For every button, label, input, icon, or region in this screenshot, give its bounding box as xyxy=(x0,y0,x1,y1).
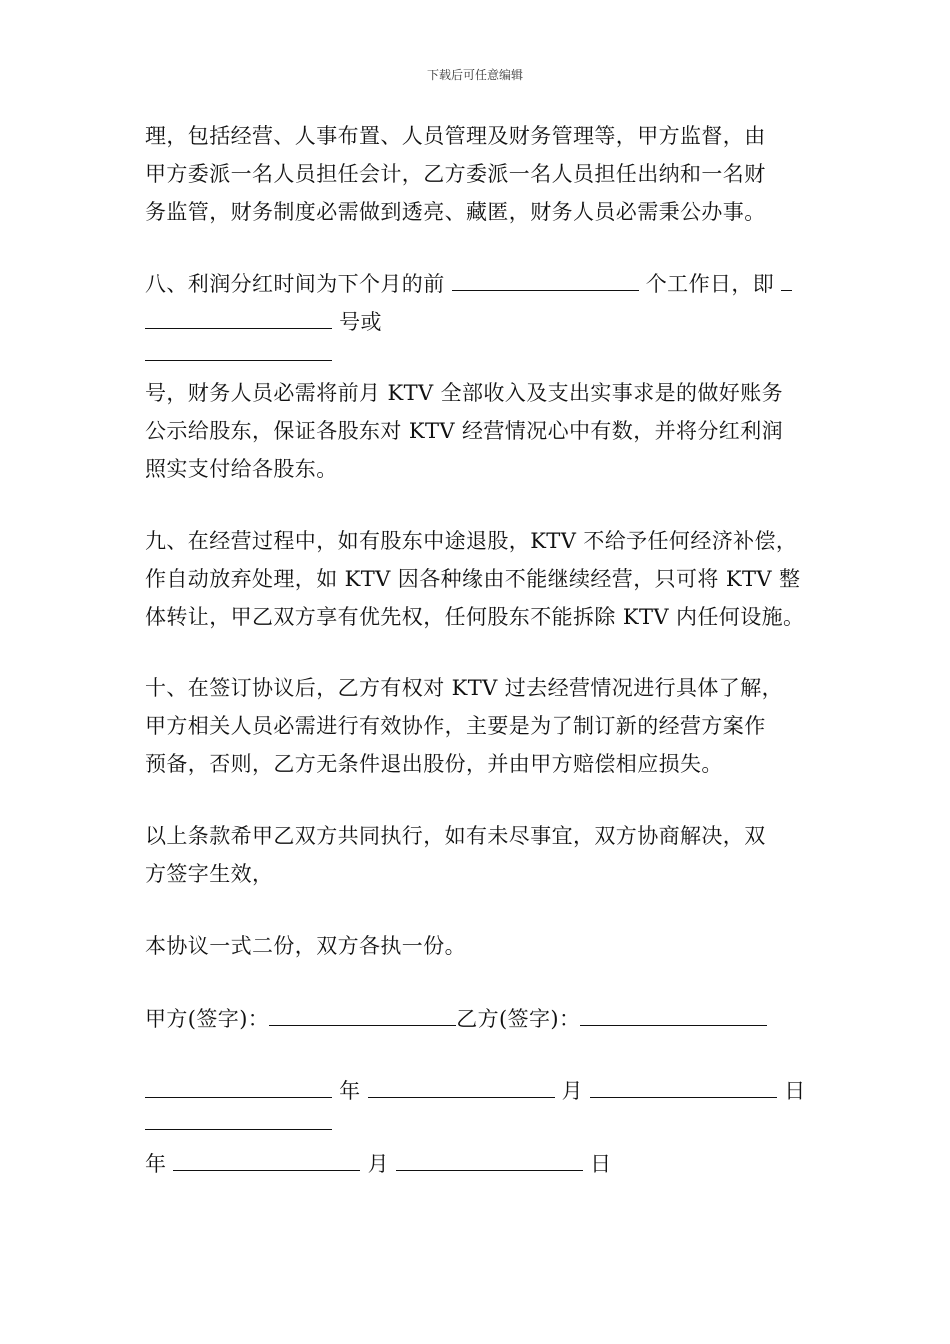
party-b-signature-label: 乙方(签字)： xyxy=(456,1007,581,1031)
blank-field[interactable] xyxy=(145,340,332,361)
clause-8-line-1 xyxy=(145,270,792,297)
month-label: 月 xyxy=(561,1079,584,1103)
year-field[interactable] xyxy=(145,1077,332,1098)
paragraph-line: 号，财务人员必需将前月 KTV 全部收入及支出实事求是的做好账务 xyxy=(145,381,784,405)
blank-field[interactable] xyxy=(145,308,332,329)
clause-8-line-2 xyxy=(145,308,382,335)
clause-8-line-3 xyxy=(145,340,332,367)
year-label: 年 xyxy=(339,1079,361,1103)
paragraph-line: 以上条款希甲乙双方共同执行，如有未尽事宜，双方协商解决，双 xyxy=(145,824,766,848)
blank-field[interactable] xyxy=(781,270,792,291)
date-line-3 xyxy=(145,1150,612,1177)
month-label: 月 xyxy=(367,1152,389,1176)
paragraph-line: 预备，否则，乙方无条件退出股份，并由甲方赔偿相应损失。 xyxy=(145,752,723,776)
day-field[interactable] xyxy=(396,1150,583,1171)
clause-8-text: 个工作日，即 xyxy=(645,272,775,296)
date-line-1 xyxy=(145,1077,806,1104)
paragraph-line: 十、在签订协议后，乙方有权对 KTV 过去经营情况进行具体了解， xyxy=(145,676,784,700)
day-label: 日 xyxy=(784,1079,806,1103)
day-field[interactable] xyxy=(590,1077,777,1098)
paragraph-line: 体转让，甲乙双方享有优先权，任何股东不能拆除 KTV 内任何设施。 xyxy=(145,605,805,629)
clause-8-text: 八、利润分红时间为下个月的前 xyxy=(145,272,445,296)
paragraph-line: 公示给股东，保证各股东对 KTV 经营情况心中有数，并将分红利润 xyxy=(145,419,784,443)
paragraph-line: 甲方委派一名人员担任会计，乙方委派一名人员担任出纳和一名财 xyxy=(145,162,766,186)
party-a-signature-field[interactable] xyxy=(269,1005,456,1026)
paragraph-line: 甲方相关人员必需进行有效协作，主要是为了制订新的经营方案作 xyxy=(145,714,766,738)
page-header: 下载后可任意编辑 xyxy=(426,68,523,82)
day-label: 日 xyxy=(590,1152,612,1176)
blank-field[interactable] xyxy=(145,1109,332,1130)
clause-8-text: 号或 xyxy=(339,310,382,334)
paragraph-line: 照实支付给各股东。 xyxy=(145,457,338,481)
month-field[interactable] xyxy=(173,1150,360,1171)
paragraph-line: 理，包括经营、人事布置、人员管理及财务管理等，甲方监督，由 xyxy=(145,124,766,148)
party-a-signature-label: 甲方(签字)： xyxy=(145,1007,270,1031)
year-label: 年 xyxy=(145,1152,167,1176)
paragraph-line: 九、在经营过程中，如有股东中途退股，KTV 不给予任何经济补偿， xyxy=(145,529,798,553)
paragraph-line: 本协议一式二份，双方各执一份。 xyxy=(145,934,466,958)
signature-line xyxy=(145,1005,767,1032)
paragraph-line: 务监管，财务制度必需做到透亮、藏匿，财务人员必需秉公办事。 xyxy=(145,200,766,224)
month-field[interactable] xyxy=(368,1077,555,1098)
paragraph-line: 方签字生效， xyxy=(145,862,274,886)
blank-field[interactable] xyxy=(452,270,639,291)
paragraph-line: 作自动放弃处理，如 KTV 因各种缘由不能继续经营，只可将 KTV 整 xyxy=(145,567,801,591)
party-b-signature-field[interactable] xyxy=(580,1005,767,1026)
date-line-2 xyxy=(145,1109,332,1136)
